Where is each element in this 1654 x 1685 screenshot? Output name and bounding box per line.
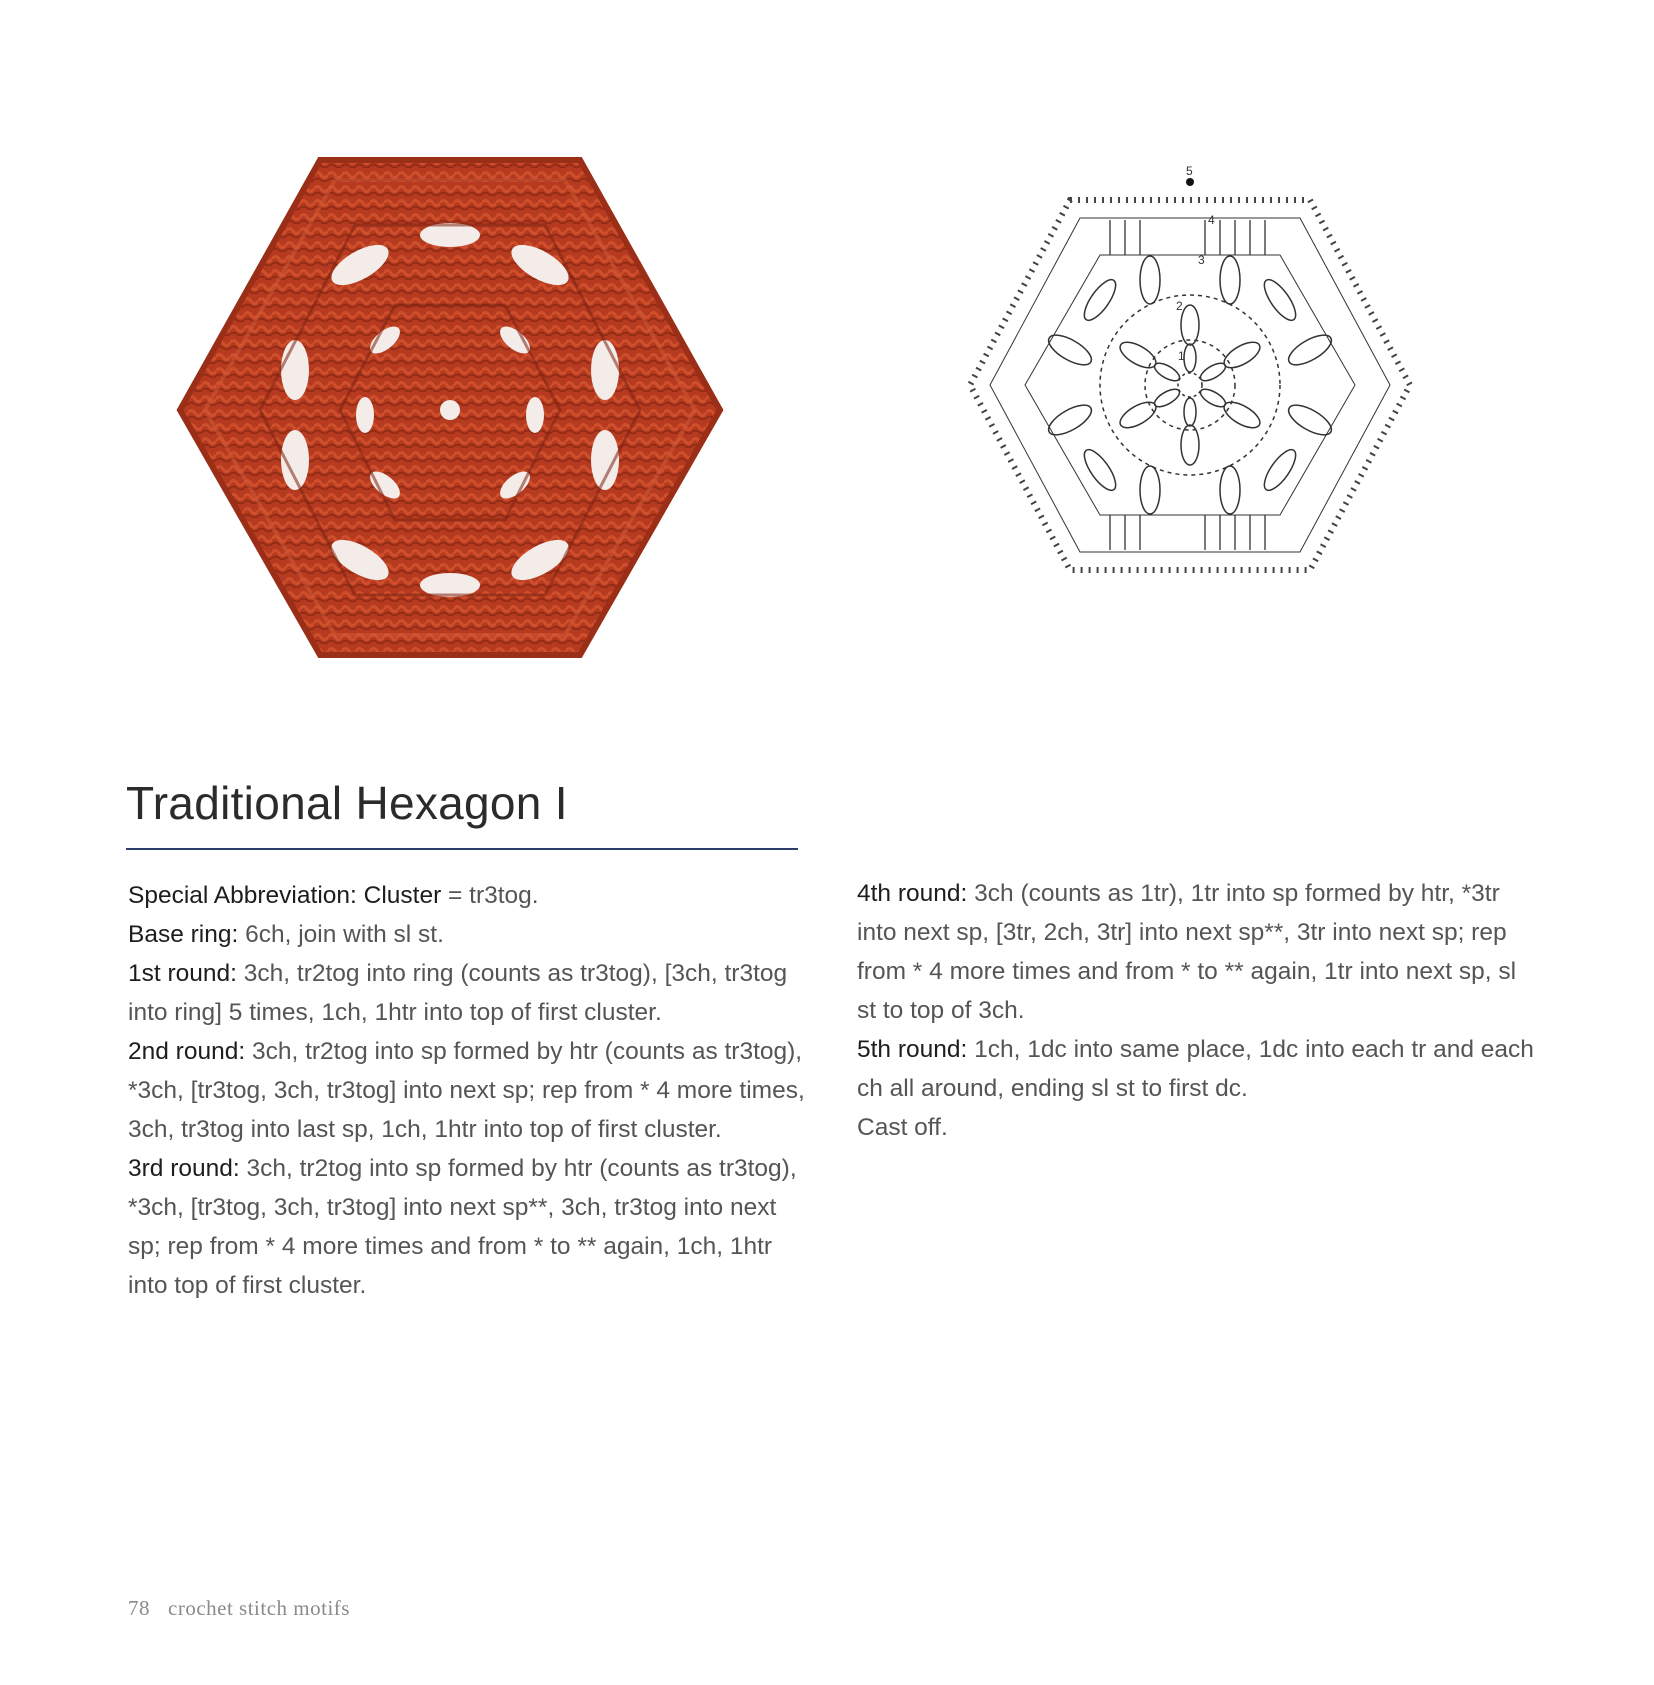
instructions-right-column <box>857 874 1537 1147</box>
instruction-round-4 <box>857 874 1537 1030</box>
instruction-text: 3ch, tr2tog into sp formed by htr (counts as tr3tog), *3ch, [tr3tog, 3ch, tr3tog] into next sp; rep from * 4 more times, 3ch, tr3tog into last sp, 1ch, 1htr into top of first cluster. <box>128 1038 805 1143</box>
instruction-round-5 <box>857 1030 1537 1108</box>
instruction-text: 3ch, tr2tog into sp formed by htr (counts as tr3tog), *3ch, [tr3tog, 3ch, tr3tog] into next sp**, 3ch, tr3tog into next sp; rep from * 4 more times and from * to ** again, 1ch, 1htr into top of first cluster. <box>128 1155 797 1299</box>
instruction-round-1 <box>128 954 808 1032</box>
instruction-special-abbreviation <box>128 876 808 915</box>
instruction-cast-off <box>857 1108 1537 1147</box>
round-1-clusters <box>1152 344 1228 426</box>
instruction-text: = tr3tog. <box>441 882 539 909</box>
round-2-clusters <box>1116 305 1264 465</box>
round-4-stitches <box>1110 220 1265 550</box>
round-3-clusters <box>1044 256 1336 514</box>
instruction-label: Special Abbreviation: Cluster <box>128 882 442 909</box>
hexagon-motif-photo <box>160 140 740 680</box>
instruction-text: Cast off. <box>857 1114 948 1141</box>
chart-label-round-5: 5 <box>1186 164 1193 178</box>
instructions-left-column <box>128 876 808 1305</box>
chart-label-round-2: 2 <box>1176 299 1183 313</box>
instruction-label: 3rd round: <box>128 1155 240 1182</box>
instruction-base-ring <box>128 915 808 954</box>
instruction-label: 2nd round: <box>128 1038 246 1065</box>
crochet-symbol-chart <box>950 160 1430 610</box>
instruction-label: 4th round: <box>857 880 968 907</box>
instruction-label: 1st round: <box>128 960 237 987</box>
instruction-label: Base ring: <box>128 921 239 948</box>
page-footer <box>128 1596 350 1621</box>
instruction-text: 6ch, join with sl st. <box>238 921 444 948</box>
chart-label-round-1: 1 <box>1178 349 1185 363</box>
instruction-text: 3ch (counts as 1tr), 1tr into sp formed by htr, *3tr into next sp, [3tr, 2ch, 3tr] into next sp**, 3tr into next sp; rep from * 4 more times and from * to ** again, 1tr into next sp, sl st to top of 3ch. <box>857 880 1517 1024</box>
chart-label-round-3: 3 <box>1198 253 1205 267</box>
instruction-text: 1ch, 1dc into same place, 1dc into each tr and each ch all around, ending sl st to first dc. <box>857 1036 1534 1102</box>
instruction-round-3 <box>128 1149 808 1305</box>
title-divider <box>126 848 798 850</box>
instruction-label: 5th round: <box>857 1036 968 1063</box>
pattern-title: Traditional Hexagon I <box>126 777 568 829</box>
section-title: crochet stitch motifs <box>168 1596 350 1620</box>
instruction-round-2 <box>128 1032 808 1149</box>
instruction-text: 3ch, tr2tog into ring (counts as tr3tog), [3ch, tr3tog into ring] 5 times, 1ch, 1htr into top of first cluster. <box>128 960 788 1026</box>
page-number: 78 <box>128 1596 150 1620</box>
chart-label-round-4: 4 <box>1208 213 1215 227</box>
